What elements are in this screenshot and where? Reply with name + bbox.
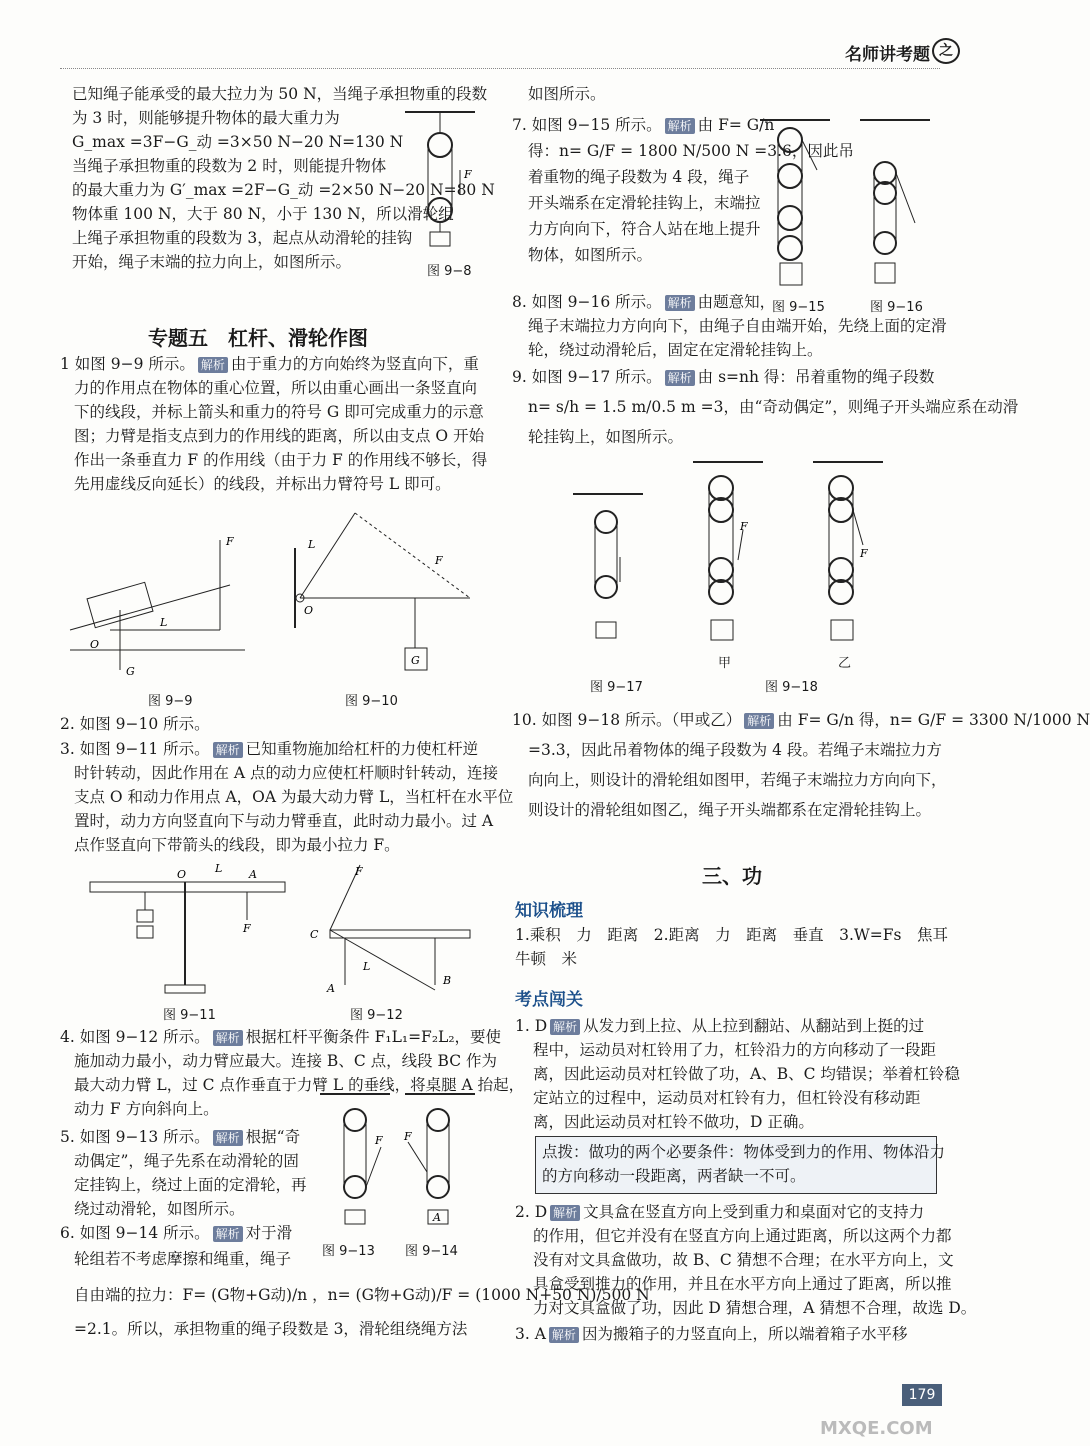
text-line: 上绳子承担物重的段数为 3，起点从动滑轮的挂钩 xyxy=(72,229,413,247)
question-label: 8. 如图 9−16 所示。 xyxy=(512,293,662,311)
svg-text:F: F xyxy=(243,922,251,935)
text-line: 动偶定”，绳子先系在动滑轮的固 xyxy=(74,1152,299,1170)
text-line: 已知绳子能承受的最大拉力为 50 N，当绳子承担物重的段数 xyxy=(72,85,488,103)
section-title-work: 三、功 xyxy=(702,864,762,888)
figure-caption: 图 9−11 xyxy=(163,1008,216,1023)
text-line: 对于滑 xyxy=(245,1224,293,1242)
analysis-tag: 解析 xyxy=(213,1130,243,1146)
analysis-tag: 解析 xyxy=(213,1030,243,1046)
text-line: G_max =3F−G_动 =3×50 N−20 N=130 N xyxy=(72,133,404,151)
book-header-title: 名师讲考题 xyxy=(845,45,930,65)
analysis-tag: 解析 xyxy=(550,1019,580,1035)
figure-9-11 xyxy=(85,860,295,1000)
figure-caption: 图 9−12 xyxy=(350,1008,403,1023)
figure-9-9 xyxy=(70,530,250,680)
text-line: 由 F= G/n xyxy=(697,116,775,134)
text-line: 图；力臂是指支点到力的作用线的距离，所以由支点 O 开始 xyxy=(74,427,485,445)
text-line: 1.乘积 力 距离 2.距离 力 距离 垂直 3.W=Fs 焦耳 xyxy=(515,926,948,944)
figure-9-14 xyxy=(400,1092,480,1232)
figure-caption: 图 9−17 xyxy=(590,680,643,695)
text-line: 作出一条垂直力 F 的作用线（由于力 F 的作用线不够长，得 xyxy=(74,451,488,469)
text-line: 先用虚线反向延长）的线段，并标出力臂符号 L 即可。 xyxy=(74,475,451,493)
text-line: 着重物的绳子段数为 4 段，绳子 xyxy=(528,168,750,186)
analysis-tag: 解析 xyxy=(549,1327,579,1343)
figure-9-12 xyxy=(305,860,480,1000)
question-label: 3. 如图 9−11 所示。 xyxy=(60,740,210,758)
svg-text:O: O xyxy=(304,604,314,617)
text-line: 从发力到上拉、从上拉到翻站、从翻站到上挺的过 xyxy=(583,1017,925,1035)
text-line: 具盒受到推力的作用，并且在水平方向上通过了距离，所以推 xyxy=(533,1275,952,1293)
question-label: 9. 如图 9−17 所示。 xyxy=(512,368,662,386)
figure-caption: 图 9−14 xyxy=(405,1244,458,1259)
question-3 xyxy=(60,737,513,857)
svg-text:F: F xyxy=(464,168,472,181)
svg-text:F: F xyxy=(404,1130,412,1143)
text-line: 开始，绳子末端的拉力向上，如图所示。 xyxy=(72,253,352,271)
svg-text:O: O xyxy=(177,868,187,881)
text-line: 力的作用点在物体的重心位置，所以由重心画出一条竖直向 xyxy=(74,379,478,397)
right-continuation: 如图所示。 xyxy=(528,85,606,103)
figure-9-13 xyxy=(315,1092,395,1232)
analysis-tag: 解析 xyxy=(744,713,774,729)
analysis-tag: 解析 xyxy=(198,357,228,373)
text-line: 的最大重力为 G′_max =2F−G_动 =2×50 N−20 N=80 N xyxy=(72,181,495,199)
svg-text:G: G xyxy=(411,654,420,667)
text-line: 支点 O 和动力作用点 A，OA 为最大动力臂 L，当杠杆在水平位 xyxy=(74,788,514,806)
book-logo-icon: 之 xyxy=(932,38,960,64)
answer-2 xyxy=(515,1200,976,1320)
subsection-title-knowledge: 知识梳理 xyxy=(515,901,583,921)
text-line: 绳子末端拉力方向向下，由绳子自由端开始，先绕上面的定滑 xyxy=(528,317,947,335)
figure-9-18-yi xyxy=(808,460,888,645)
figure-caption: 图 9−13 xyxy=(322,1244,375,1259)
text-line: 由于重力的方向始终为竖直向下，重 xyxy=(230,355,479,373)
svg-text:F: F xyxy=(860,547,868,560)
formula-line: 自由端的拉力：F= (G物+G动)/n ，n= (G物+G动)/F = (1000 N+50 N)/500 N xyxy=(74,1286,650,1304)
question-1 xyxy=(60,352,487,496)
figure-9-17 xyxy=(568,492,648,642)
svg-text:A: A xyxy=(433,1211,441,1224)
text-line: =3.3，因此吊着物体的绳子段数为 4 段。若绳子末端拉力方 xyxy=(528,741,942,759)
analysis-tag: 解析 xyxy=(665,295,695,311)
figure-caption: 图 9−10 xyxy=(345,694,398,709)
figure-9-18-jia xyxy=(688,460,768,645)
text-line: 力方向向下，符合人站在地上提升 xyxy=(528,220,761,238)
text-line: 动力 F 方向斜向上。 xyxy=(74,1100,219,1118)
question-9 xyxy=(512,362,1018,452)
question-10 xyxy=(512,705,1090,825)
text-line: 最大动力臂 L，过 C 点作垂直于力臂 L 的垂线，将桌腿 A 抬起， xyxy=(74,1076,525,1094)
svg-text:F: F xyxy=(226,535,234,548)
formula-line: n= s/h = 1.5 m/0.5 m =3，由“奇动偶定”，则绳子开头端应系在动滑 xyxy=(528,398,1019,416)
section-title-topic5: 专题五 杠杆、滑轮作图 xyxy=(148,326,368,350)
text-line: 时针转动，因此作用在 A 点的动力应使杠杆顺时针转动，连接 xyxy=(74,764,499,782)
figure-caption: 图 9−15 xyxy=(772,300,825,315)
figure-label-yi: 乙 xyxy=(838,656,852,671)
text-line: 施加动力最小，动力臂应最大。连接 B、C 点，线段 BC 作为 xyxy=(74,1052,497,1070)
text-line: 牛顿 米 xyxy=(515,950,578,968)
question-label: 2. D xyxy=(515,1203,548,1221)
figure-caption: 图 9−9 xyxy=(148,694,193,709)
svg-text:G: G xyxy=(126,665,135,678)
knowledge-answers xyxy=(515,923,948,971)
svg-text:L: L xyxy=(308,538,316,551)
text-line: 轮组若不考虑摩擦和绳重，绳子 xyxy=(74,1250,292,1268)
text-line: 点拨：做功的两个必要条件：物体受到力的作用、物体沿力 xyxy=(542,1143,946,1161)
text-line: 已知重物施加给杠杆的力使杠杆逆 xyxy=(245,740,479,758)
text-line: 根据杠杆平衡条件 F₁L₁=F₂L₂，要使 xyxy=(245,1028,502,1046)
text-line: 为 3 时，则能够提升物体的最大重力为 xyxy=(72,109,340,127)
text-line: 的方向移动一段距离，两者缺一不可。 xyxy=(542,1167,806,1185)
analysis-tag: 解析 xyxy=(213,1226,243,1242)
header-rule xyxy=(60,68,940,69)
question-5 xyxy=(60,1125,307,1221)
question-label: 3. A xyxy=(515,1325,546,1343)
text-line: 定挂钩上，绕过上面的定滑轮，再 xyxy=(74,1176,307,1194)
text-line: 绕过动滑轮，如图所示。 xyxy=(74,1200,245,1218)
question-2: 2. 如图 9−10 所示。 xyxy=(60,715,210,733)
watermark-logo: MXQE.COM xyxy=(820,1418,933,1439)
text-line: 根据“奇 xyxy=(245,1128,301,1146)
svg-text:F: F xyxy=(355,865,363,878)
question-label: 7. 如图 9−15 所示。 xyxy=(512,116,662,134)
question-label: 10. 如图 9−18 所示。（甲或乙） xyxy=(512,711,742,729)
figure-9-8 xyxy=(400,110,480,260)
answer-1 xyxy=(515,1014,960,1134)
text-line: 当绳子承担物重的段数为 2 时，则能提升物体 xyxy=(72,157,387,175)
text-line: 定站立的过程中，运动员对杠铃有力，但杠铃没有移动距 xyxy=(533,1089,921,1107)
figure-caption: 图 9−8 xyxy=(427,264,472,279)
analysis-tag: 解析 xyxy=(213,742,243,758)
text-line: 开头端系在定滑轮挂钩上，末端拉 xyxy=(528,194,761,212)
text-line: 物体，如图所示。 xyxy=(528,246,653,264)
analysis-tag: 解析 xyxy=(665,370,695,386)
figure-9-15 xyxy=(755,118,835,293)
svg-text:C: C xyxy=(310,928,319,941)
text-line: 由题意知， xyxy=(697,293,776,311)
analysis-tag: 解析 xyxy=(550,1205,580,1221)
subsection-title-checkpoints: 考点闯关 xyxy=(515,990,583,1010)
text-line: 因为搬箱子的力竖直向上，所以端着箱子水平移 xyxy=(581,1325,908,1343)
question-label: 6. 如图 9−14 所示。 xyxy=(60,1224,210,1242)
tip-box xyxy=(535,1136,946,1194)
analysis-tag: 解析 xyxy=(665,118,695,134)
text-line: 轮挂钩上，如图所示。 xyxy=(528,428,684,446)
svg-text:L: L xyxy=(160,616,168,629)
text-line: 向向上，则设计的滑轮组如图甲，若绳子末端拉力方向向下， xyxy=(528,771,947,789)
text-line: 得：n= G/F = 1800 N/500 N =3.6，因此吊 xyxy=(528,142,854,160)
figure-9-10 xyxy=(290,508,480,688)
page-number: 179 xyxy=(902,1384,942,1406)
question-8 xyxy=(512,290,947,362)
text-line: 物体重 100 N，大于 80 N，小于 130 N，所以滑轮组 xyxy=(72,205,454,223)
text-line: 离，因此运动员对杠铃做了功，A、B、C 均错误；举着杠铃稳 xyxy=(533,1065,960,1083)
text-line: 离，因此运动员对杠铃不做功，D 正确。 xyxy=(533,1113,814,1131)
text-line: 文具盒在竖直方向上受到重力和桌面对它的支持力 xyxy=(583,1203,925,1221)
question-label: 4. 如图 9−12 所示。 xyxy=(60,1028,210,1046)
text-line: 没有对文具盒做功，故 B、C 猜想不合理；在水平方向上，文 xyxy=(533,1251,954,1269)
text-line: 轮，绕过动滑轮后，固定在定滑轮挂钩上。 xyxy=(528,341,823,359)
question-label: 1 如图 9−9 所示。 xyxy=(60,355,195,373)
text-line: 的作用，但它并没有在竖直方向上通过距离，所以这两个力都 xyxy=(533,1227,952,1245)
svg-text:F: F xyxy=(435,554,443,567)
svg-text:A: A xyxy=(249,868,257,881)
text-line: 则设计的滑轮组如图乙，绳子开头端都系在定滑轮挂钩上。 xyxy=(528,801,932,819)
figure-label-jia: 甲 xyxy=(718,656,732,671)
text-line: 由 s=nh 得：吊着重物的绳子段数 xyxy=(697,368,935,386)
svg-text:A: A xyxy=(327,982,335,995)
text-line: 程中，运动员对杠铃用了力，杠铃沿力的方向移动了一段距 xyxy=(533,1041,937,1059)
svg-text:O: O xyxy=(90,638,100,651)
svg-text:L: L xyxy=(363,960,371,973)
svg-text:F: F xyxy=(375,1134,383,1147)
svg-text:F: F xyxy=(740,520,748,533)
formula-line: 由 F= G/n 得，n= G/F = 3300 N/1000 N xyxy=(777,711,1090,729)
figure-9-16 xyxy=(855,118,935,293)
svg-text:B: B xyxy=(443,974,452,987)
figure-caption: 图 9−18 xyxy=(765,680,818,695)
text-line: 下的线段，并标上箭头和重力的符号 G 即可完成重力的示意 xyxy=(74,403,484,421)
svg-text:L: L xyxy=(215,862,223,875)
text-line: 点作竖直向下带箭头的线段，即为最小拉力 F。 xyxy=(74,836,400,854)
text-line: =2.1。所以，承担物重的绳子段数是 3，滑轮组绕绳方法 xyxy=(74,1320,468,1338)
text-line: 置时，动力方向竖直向下与动力臂垂直，此时动力最小。过 A xyxy=(74,812,494,830)
figure-caption: 图 9−16 xyxy=(870,300,923,315)
text-line: 力对文具盒做了功，因此 D 猜想合理，A 猜想不合理，故选 D。 xyxy=(533,1299,977,1317)
question-label: 5. 如图 9−13 所示。 xyxy=(60,1128,210,1146)
question-label: 1. D xyxy=(515,1017,548,1035)
answer-3 xyxy=(515,1322,907,1346)
